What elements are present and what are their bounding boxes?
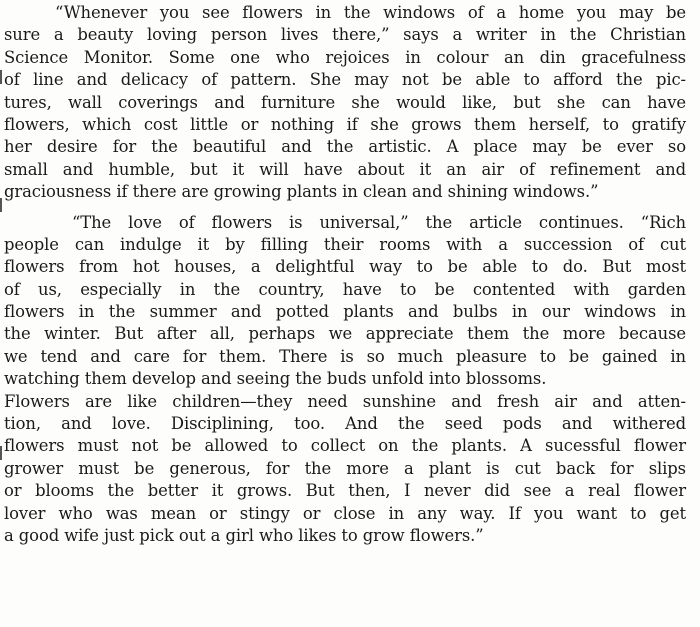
article-paragraph-2 <box>4 212 686 548</box>
text-line: or blooms the better it grows. But then, I never did see a real flower <box>4 481 686 501</box>
text-line: Flowers are like children—they need sunshine and fresh air and atten- <box>4 391 686 411</box>
text-line: her desire for the beautiful and the artistic. A place may be ever so <box>4 137 686 157</box>
text-line: flowers in the summer and potted plants and bulbs in our windows in <box>4 302 686 322</box>
text-line: “Whenever you see flowers in the windows of a home you may be <box>4 3 686 22</box>
text-line: sure a beauty loving person lives there,” says a writer in the Christian <box>4 25 686 45</box>
text-line: flowers must not be allowed to collect on the plants. A sucessful flower <box>4 436 686 456</box>
text-line: graciousness if there are growing plants in clean and shining windows.” <box>4 182 599 202</box>
scan-edge-mark <box>0 446 2 460</box>
text-line: flowers from hot houses, a delightful way to be able to do. But most <box>4 257 686 277</box>
text-line: we tend and care for them. There is so much pleasure to be gained in <box>4 346 686 366</box>
scan-edge-mark <box>0 70 2 84</box>
text-line: of line and delicacy of pattern. She may not be able to afford the pic- <box>4 70 686 90</box>
text-line: people can indulge it by filling their rooms with a succession of cut <box>4 234 686 254</box>
text-line: flowers, which cost little or nothing if she grows them herself, to gratify <box>4 114 686 134</box>
text-line: small and humble, but it will have about it an air of refinement and <box>4 159 686 179</box>
article-paragraph-1 <box>4 2 686 204</box>
text-line: Science Monitor. Some one who rejoices in colour an din gracefulness <box>4 47 686 67</box>
paragraph-gap <box>4 204 686 212</box>
article-column <box>4 2 686 547</box>
text-line: tures, wall coverings and furniture she would like, but she can have <box>4 92 686 112</box>
text-line: lover who was mean or stingy or close in any way. If you want to get <box>4 503 686 523</box>
text-line: grower must be generous, for the more a plant is cut back for slips <box>4 458 686 478</box>
text-line: a good wife just pick out a girl who likes to grow flowers.” <box>4 525 484 545</box>
text-line: the winter. But after all, perhaps we appreciate them the more because <box>4 324 686 344</box>
text-line: tion, and love. Disciplining, too. And the seed pods and withered <box>4 414 686 434</box>
scan-edge-mark <box>0 198 2 212</box>
text-line: “The love of flowers is universal,” the article continues. “Rich <box>4 212 686 232</box>
text-line: of us, especially in the country, have to be contented with garden <box>4 279 686 299</box>
text-line: watching them develop and seeing the buds unfold into blossoms. <box>4 369 547 389</box>
